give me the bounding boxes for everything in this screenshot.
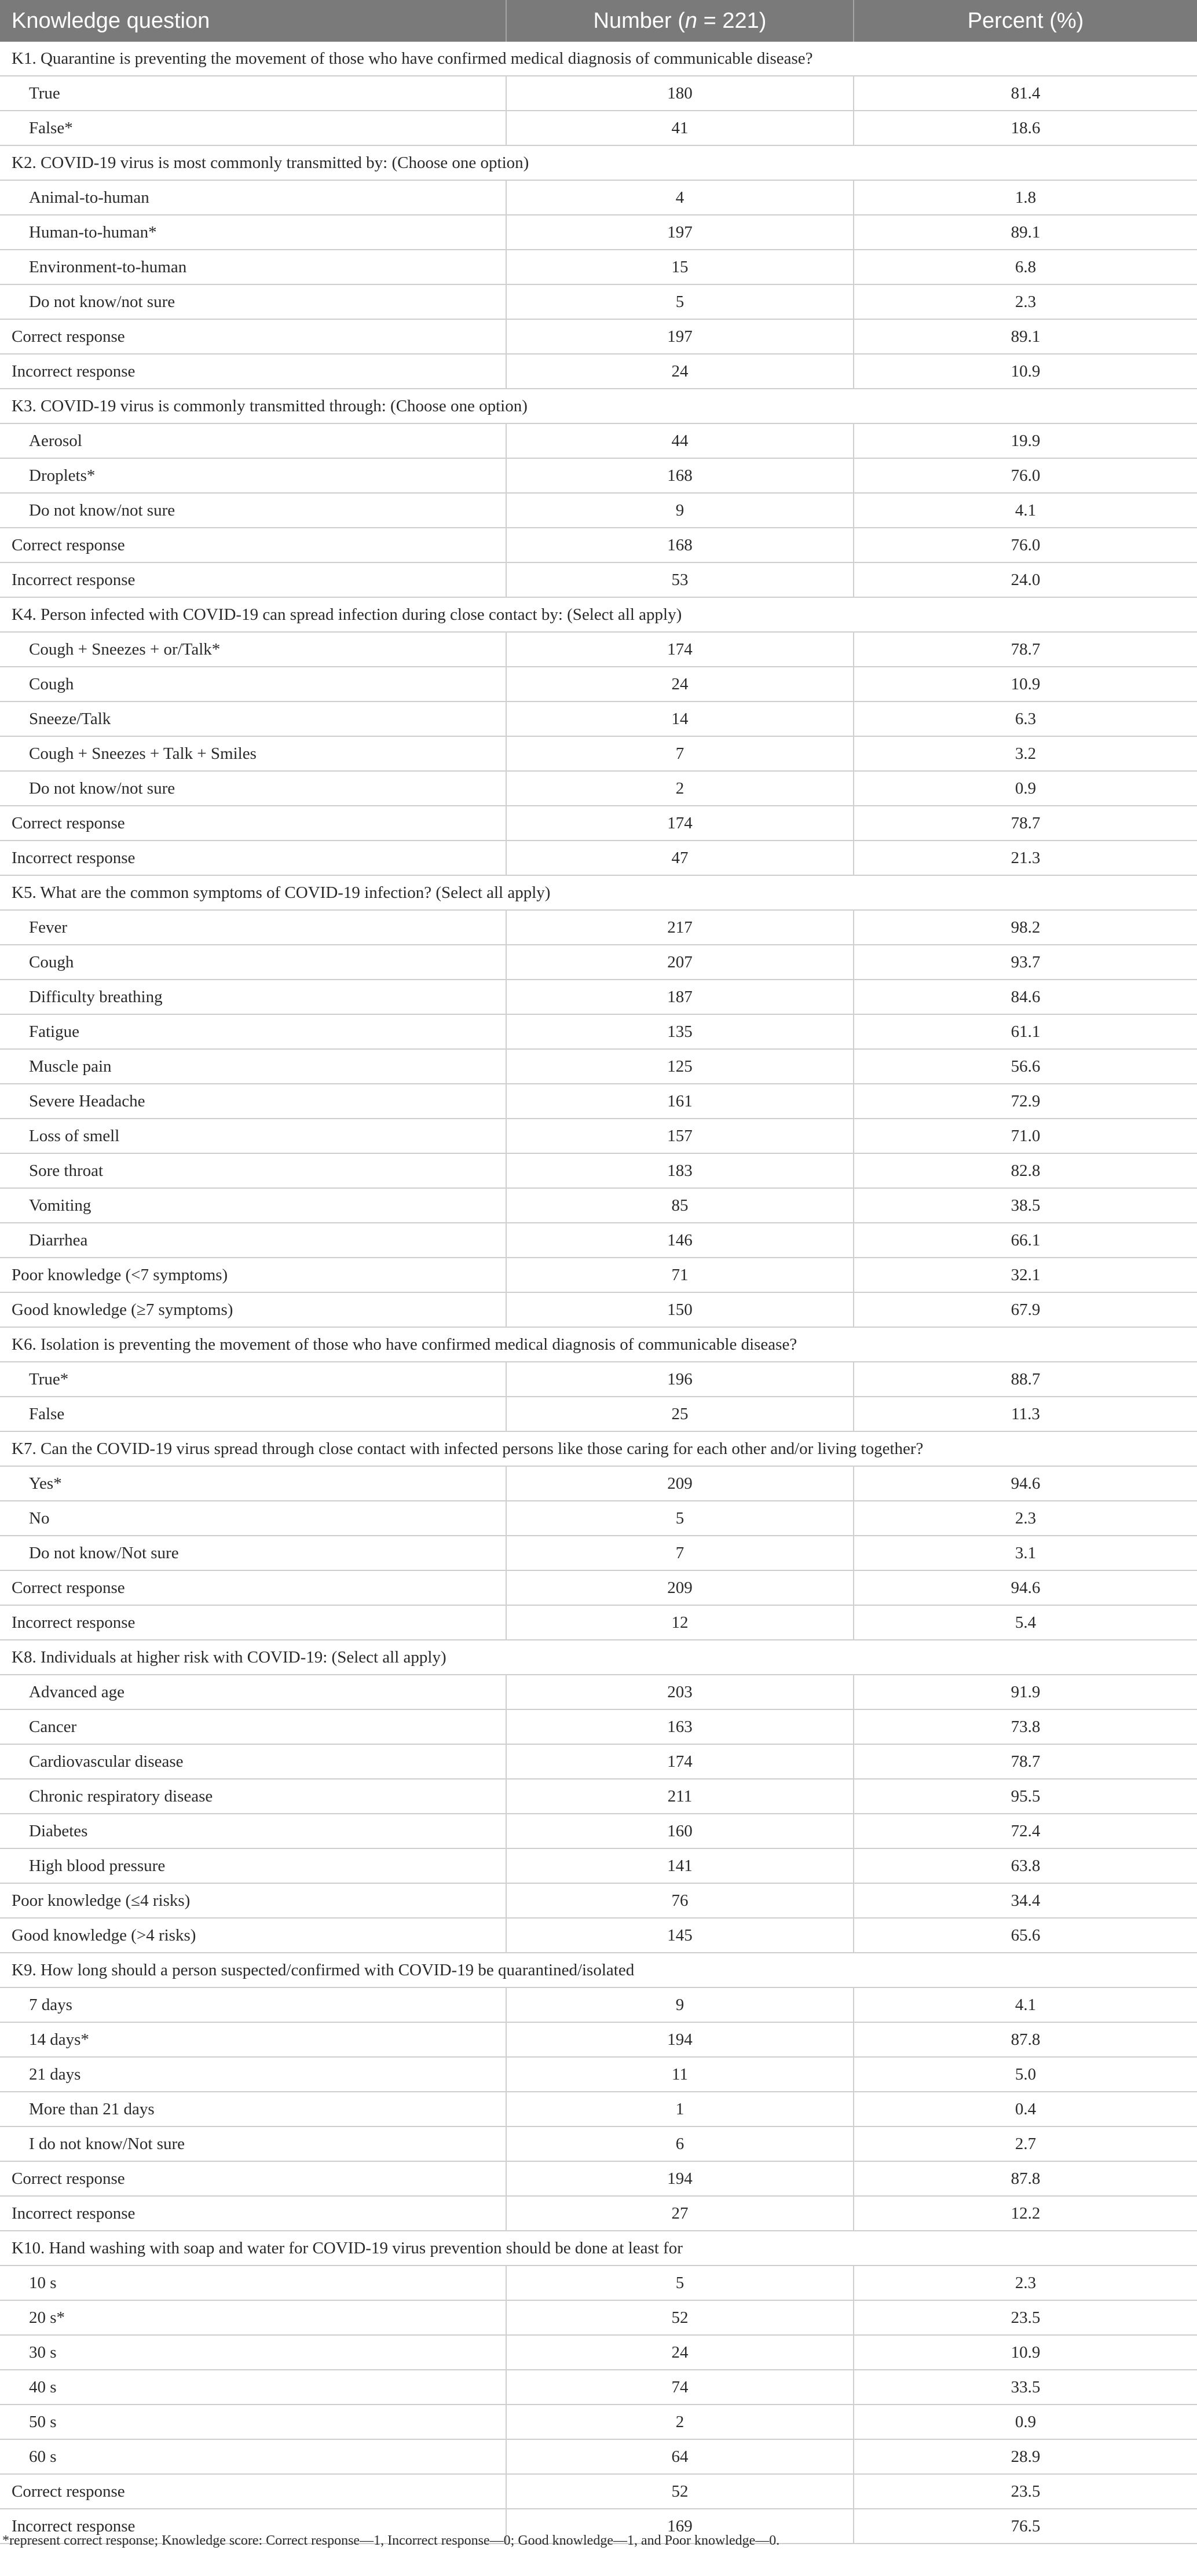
table-body [0, 42, 1197, 2544]
row-label: Good knowledge (>4 risks) [0, 1918, 506, 1953]
row-percent: 65.6 [854, 1918, 1197, 1953]
question-text: K3. COVID-19 virus is commonly transmitted through: (Choose one option) [0, 389, 1197, 423]
row-number: 9 [506, 493, 854, 528]
answer-option-row [0, 980, 1197, 1014]
row-percent: 21.3 [854, 841, 1197, 875]
row-number: 1 [506, 2092, 854, 2126]
row-percent: 4.1 [854, 1987, 1197, 2022]
row-number: 5 [506, 2266, 854, 2300]
row-number: 174 [506, 632, 854, 667]
answer-option-row [0, 1848, 1197, 1883]
row-percent: 78.7 [854, 632, 1197, 667]
row-percent: 0.9 [854, 771, 1197, 806]
row-number: 2 [506, 771, 854, 806]
summary-row [0, 562, 1197, 597]
summary-row [0, 2474, 1197, 2509]
answer-option-row [0, 1709, 1197, 1744]
row-percent: 18.6 [854, 111, 1197, 145]
question-text: K7. Can the COVID-19 virus spread through close contact with infected persons like those caring for each other and/or living together? [0, 1431, 1197, 1466]
row-number: 24 [506, 354, 854, 389]
row-number: 76 [506, 1883, 854, 1918]
row-percent: 67.9 [854, 1292, 1197, 1327]
summary-row [0, 2161, 1197, 2196]
row-number: 168 [506, 458, 854, 493]
row-percent: 19.9 [854, 423, 1197, 458]
row-label: Poor knowledge (<7 symptoms) [0, 1258, 506, 1292]
question-row [0, 2231, 1197, 2266]
header-knowledge-question: Knowledge question [0, 0, 506, 42]
row-number: 85 [506, 1188, 854, 1223]
answer-option-row [0, 910, 1197, 945]
question-row [0, 42, 1197, 76]
row-number: 203 [506, 1675, 854, 1709]
row-label: Advanced age [0, 1675, 506, 1709]
row-percent: 56.6 [854, 1049, 1197, 1084]
row-percent: 23.5 [854, 2300, 1197, 2335]
answer-option-row [0, 180, 1197, 215]
question-row [0, 1953, 1197, 1987]
row-percent: 2.3 [854, 1501, 1197, 1536]
answer-option-row [0, 701, 1197, 736]
answer-option-row [0, 1744, 1197, 1779]
row-label: 14 days* [0, 2022, 506, 2057]
answer-option-row [0, 1675, 1197, 1709]
question-row [0, 145, 1197, 180]
row-percent: 0.4 [854, 2092, 1197, 2126]
question-text: K1. Quarantine is preventing the movement of those who have confirmed medical diagnosis of communicable disease? [0, 42, 1197, 76]
row-percent: 2.3 [854, 2266, 1197, 2300]
row-percent: 3.2 [854, 736, 1197, 771]
row-label: Chronic respiratory disease [0, 1779, 506, 1814]
row-number: 6 [506, 2126, 854, 2161]
answer-option-row [0, 771, 1197, 806]
answer-option-row [0, 1779, 1197, 1814]
summary-row [0, 1883, 1197, 1918]
answer-option-row [0, 1397, 1197, 1431]
row-label: Do not know/not sure [0, 284, 506, 319]
answer-option-row [0, 736, 1197, 771]
table-header [0, 0, 1197, 42]
row-label: Correct response [0, 1570, 506, 1605]
question-row [0, 875, 1197, 910]
row-number: 135 [506, 1014, 854, 1049]
row-percent: 87.8 [854, 2022, 1197, 2057]
row-percent: 11.3 [854, 1397, 1197, 1431]
row-number: 52 [506, 2474, 854, 2509]
answer-option-row [0, 1119, 1197, 1153]
row-number: 187 [506, 980, 854, 1014]
row-number: 125 [506, 1049, 854, 1084]
answer-option-row [0, 493, 1197, 528]
row-label: Good knowledge (≥7 symptoms) [0, 1292, 506, 1327]
answer-option-row [0, 250, 1197, 284]
row-label: Incorrect response [0, 562, 506, 597]
question-row [0, 389, 1197, 423]
row-label: 10 s [0, 2266, 506, 2300]
summary-row [0, 1570, 1197, 1605]
row-label: 30 s [0, 2335, 506, 2370]
row-label: 21 days [0, 2057, 506, 2092]
row-percent: 91.9 [854, 1675, 1197, 1709]
row-label: Correct response [0, 2161, 506, 2196]
row-percent: 2.3 [854, 284, 1197, 319]
row-label: Animal-to-human [0, 180, 506, 215]
answer-option-row [0, 2092, 1197, 2126]
row-percent: 98.2 [854, 910, 1197, 945]
summary-row [0, 841, 1197, 875]
row-number: 24 [506, 667, 854, 701]
row-number: 180 [506, 76, 854, 111]
row-label: 20 s* [0, 2300, 506, 2335]
row-label: Do not know/Not sure [0, 1536, 506, 1570]
row-number: 24 [506, 2335, 854, 2370]
row-label: Aerosol [0, 423, 506, 458]
answer-option-row [0, 1153, 1197, 1188]
answer-option-row [0, 2300, 1197, 2335]
answer-option-row [0, 76, 1197, 111]
answer-option-row [0, 284, 1197, 319]
summary-row [0, 1918, 1197, 1953]
answer-option-row [0, 1362, 1197, 1397]
row-number: 5 [506, 1501, 854, 1536]
row-percent: 3.1 [854, 1536, 1197, 1570]
row-percent: 78.7 [854, 806, 1197, 841]
row-percent: 72.4 [854, 1814, 1197, 1848]
row-number: 183 [506, 1153, 854, 1188]
row-label: 60 s [0, 2439, 506, 2474]
header-percent: Percent (%) [854, 0, 1197, 42]
question-text: K2. COVID-19 virus is most commonly transmitted by: (Choose one option) [0, 145, 1197, 180]
answer-option-row [0, 667, 1197, 701]
row-number: 7 [506, 736, 854, 771]
row-label: 50 s [0, 2405, 506, 2439]
summary-row [0, 806, 1197, 841]
row-percent: 81.4 [854, 76, 1197, 111]
row-label: Loss of smell [0, 1119, 506, 1153]
row-number: 53 [506, 562, 854, 597]
header-number-suffix: = 221) [697, 8, 767, 33]
row-percent: 34.4 [854, 1883, 1197, 1918]
row-number: 25 [506, 1397, 854, 1431]
answer-option-row [0, 632, 1197, 667]
answer-option-row [0, 215, 1197, 250]
row-percent: 76.5 [854, 2509, 1197, 2544]
row-percent: 10.9 [854, 2335, 1197, 2370]
row-number: 71 [506, 1258, 854, 1292]
row-label: Incorrect response [0, 2509, 506, 2544]
row-label: No [0, 1501, 506, 1536]
row-number: 197 [506, 319, 854, 354]
row-number: 47 [506, 841, 854, 875]
row-number: 5 [506, 284, 854, 319]
row-label: Incorrect response [0, 2196, 506, 2231]
answer-option-row [0, 1223, 1197, 1258]
row-number: 207 [506, 945, 854, 980]
question-text: K5. What are the common symptoms of COVID-19 infection? (Select all apply) [0, 875, 1197, 910]
row-number: 168 [506, 528, 854, 562]
row-label: Vomiting [0, 1188, 506, 1223]
answer-option-row [0, 2126, 1197, 2161]
question-text: K10. Hand washing with soap and water for COVID-19 virus prevention should be done at least for [0, 2231, 1197, 2266]
row-number: 141 [506, 1848, 854, 1883]
row-number: 52 [506, 2300, 854, 2335]
row-number: 15 [506, 250, 854, 284]
row-label: Do not know/not sure [0, 771, 506, 806]
row-label: More than 21 days [0, 2092, 506, 2126]
answer-option-row [0, 2439, 1197, 2474]
summary-row [0, 1292, 1197, 1327]
row-percent: 66.1 [854, 1223, 1197, 1258]
row-label: Correct response [0, 806, 506, 841]
row-number: 217 [506, 910, 854, 945]
row-number: 209 [506, 1466, 854, 1501]
row-percent: 72.9 [854, 1084, 1197, 1119]
row-label: Muscle pain [0, 1049, 506, 1084]
row-label: Correct response [0, 319, 506, 354]
row-number: 12 [506, 1605, 854, 1640]
row-percent: 78.7 [854, 1744, 1197, 1779]
row-percent: 2.7 [854, 2126, 1197, 2161]
row-label: Difficulty breathing [0, 980, 506, 1014]
question-row [0, 1640, 1197, 1675]
row-number: 44 [506, 423, 854, 458]
question-text: K4. Person infected with COVID-19 can spread infection during close contact by: (Select all apply) [0, 597, 1197, 632]
answer-option-row [0, 1049, 1197, 1084]
summary-row [0, 354, 1197, 389]
answer-option-row [0, 1084, 1197, 1119]
table-footnote: *represent correct response; Knowledge score: Correct response—1, Incorrect response—0; Good knowledge—1, and Poor knowledge—0. [2, 2533, 780, 2548]
header-number [506, 0, 854, 42]
row-label: Cancer [0, 1709, 506, 1744]
row-number: 197 [506, 215, 854, 250]
answer-option-row [0, 2405, 1197, 2439]
answer-option-row [0, 945, 1197, 980]
row-percent: 12.2 [854, 2196, 1197, 2231]
row-percent: 82.8 [854, 1153, 1197, 1188]
row-percent: 28.9 [854, 2439, 1197, 2474]
summary-row [0, 528, 1197, 562]
row-percent: 76.0 [854, 458, 1197, 493]
answer-option-row [0, 2057, 1197, 2092]
answer-option-row [0, 1536, 1197, 1570]
row-percent: 33.5 [854, 2370, 1197, 2405]
row-label: Environment-to-human [0, 250, 506, 284]
answer-option-row [0, 458, 1197, 493]
answer-option-row [0, 1814, 1197, 1848]
row-label: False* [0, 111, 506, 145]
row-label: Droplets* [0, 458, 506, 493]
answer-option-row [0, 2335, 1197, 2370]
row-percent: 87.8 [854, 2161, 1197, 2196]
row-percent: 1.8 [854, 180, 1197, 215]
row-percent: 38.5 [854, 1188, 1197, 1223]
header-number-n: n [684, 8, 698, 33]
header-number-prefix: Number ( [593, 8, 685, 33]
row-label: Human-to-human* [0, 215, 506, 250]
answer-option-row [0, 1466, 1197, 1501]
row-label: Do not know/not sure [0, 493, 506, 528]
row-percent: 95.5 [854, 1779, 1197, 1814]
row-percent: 0.9 [854, 2405, 1197, 2439]
answer-option-row [0, 1188, 1197, 1223]
row-label: Cough + Sneezes + Talk + Smiles [0, 736, 506, 771]
row-percent: 88.7 [854, 1362, 1197, 1397]
row-number: 174 [506, 806, 854, 841]
answer-option-row [0, 2370, 1197, 2405]
answer-option-row [0, 1014, 1197, 1049]
row-label: 40 s [0, 2370, 506, 2405]
row-label: Correct response [0, 2474, 506, 2509]
row-label: Severe Headache [0, 1084, 506, 1119]
row-percent: 4.1 [854, 493, 1197, 528]
row-label: Diabetes [0, 1814, 506, 1848]
row-percent: 73.8 [854, 1709, 1197, 1744]
row-number: 161 [506, 1084, 854, 1119]
row-percent: 5.4 [854, 1605, 1197, 1640]
row-percent: 71.0 [854, 1119, 1197, 1153]
summary-row [0, 1605, 1197, 1640]
row-percent: 89.1 [854, 215, 1197, 250]
row-percent: 84.6 [854, 980, 1197, 1014]
row-percent: 94.6 [854, 1570, 1197, 1605]
answer-option-row [0, 2022, 1197, 2057]
question-row [0, 1327, 1197, 1362]
row-label: 7 days [0, 1987, 506, 2022]
row-number: 196 [506, 1362, 854, 1397]
answer-option-row [0, 1501, 1197, 1536]
row-number: 74 [506, 2370, 854, 2405]
row-number: 4 [506, 180, 854, 215]
row-label: True [0, 76, 506, 111]
row-number: 150 [506, 1292, 854, 1327]
row-number: 194 [506, 2022, 854, 2057]
row-number: 27 [506, 2196, 854, 2231]
summary-row [0, 319, 1197, 354]
row-label: Yes* [0, 1466, 506, 1501]
row-label: Fatigue [0, 1014, 506, 1049]
question-text: K9. How long should a person suspected/confirmed with COVID-19 be quarantined/isolated [0, 1953, 1197, 1987]
question-row [0, 597, 1197, 632]
row-percent: 76.0 [854, 528, 1197, 562]
row-label: Diarrhea [0, 1223, 506, 1258]
answer-option-row [0, 111, 1197, 145]
row-percent: 23.5 [854, 2474, 1197, 2509]
summary-row [0, 2196, 1197, 2231]
row-number: 209 [506, 1570, 854, 1605]
header-row [0, 0, 1197, 42]
row-percent: 89.1 [854, 319, 1197, 354]
row-percent: 61.1 [854, 1014, 1197, 1049]
row-label: Poor knowledge (≤4 risks) [0, 1883, 506, 1918]
row-number: 163 [506, 1709, 854, 1744]
answer-option-row [0, 2266, 1197, 2300]
row-label: Correct response [0, 528, 506, 562]
question-text: K8. Individuals at higher risk with COVID-19: (Select all apply) [0, 1640, 1197, 1675]
row-number: 9 [506, 1987, 854, 2022]
summary-row [0, 1258, 1197, 1292]
row-number: 146 [506, 1223, 854, 1258]
row-number: 2 [506, 2405, 854, 2439]
row-number: 211 [506, 1779, 854, 1814]
row-label: Cardiovascular disease [0, 1744, 506, 1779]
row-percent: 6.8 [854, 250, 1197, 284]
answer-option-row [0, 1987, 1197, 2022]
row-label: Sneeze/Talk [0, 701, 506, 736]
answer-option-row [0, 423, 1197, 458]
row-percent: 93.7 [854, 945, 1197, 980]
row-percent: 10.9 [854, 667, 1197, 701]
row-label: Cough + Sneezes + or/Talk* [0, 632, 506, 667]
row-label: Sore throat [0, 1153, 506, 1188]
row-label: True* [0, 1362, 506, 1397]
row-label: Incorrect response [0, 841, 506, 875]
row-percent: 10.9 [854, 354, 1197, 389]
question-row [0, 1431, 1197, 1466]
row-label: Fever [0, 910, 506, 945]
row-percent: 6.3 [854, 701, 1197, 736]
row-label: Cough [0, 667, 506, 701]
row-number: 169 [506, 2509, 854, 2544]
row-number: 160 [506, 1814, 854, 1848]
row-percent: 94.6 [854, 1466, 1197, 1501]
row-number: 174 [506, 1744, 854, 1779]
row-label: High blood pressure [0, 1848, 506, 1883]
row-number: 64 [506, 2439, 854, 2474]
row-number: 14 [506, 701, 854, 736]
row-percent: 63.8 [854, 1848, 1197, 1883]
row-percent: 5.0 [854, 2057, 1197, 2092]
row-number: 157 [506, 1119, 854, 1153]
row-number: 145 [506, 1918, 854, 1953]
row-label: Incorrect response [0, 354, 506, 389]
row-label: I do not know/Not sure [0, 2126, 506, 2161]
row-label: Cough [0, 945, 506, 980]
row-percent: 32.1 [854, 1258, 1197, 1292]
row-number: 41 [506, 111, 854, 145]
question-text: K6. Isolation is preventing the movement of those who have confirmed medical diagnosis of communicable disease? [0, 1327, 1197, 1362]
row-percent: 24.0 [854, 562, 1197, 597]
row-label: Incorrect response [0, 1605, 506, 1640]
row-number: 11 [506, 2057, 854, 2092]
row-label: False [0, 1397, 506, 1431]
row-number: 194 [506, 2161, 854, 2196]
row-number: 7 [506, 1536, 854, 1570]
